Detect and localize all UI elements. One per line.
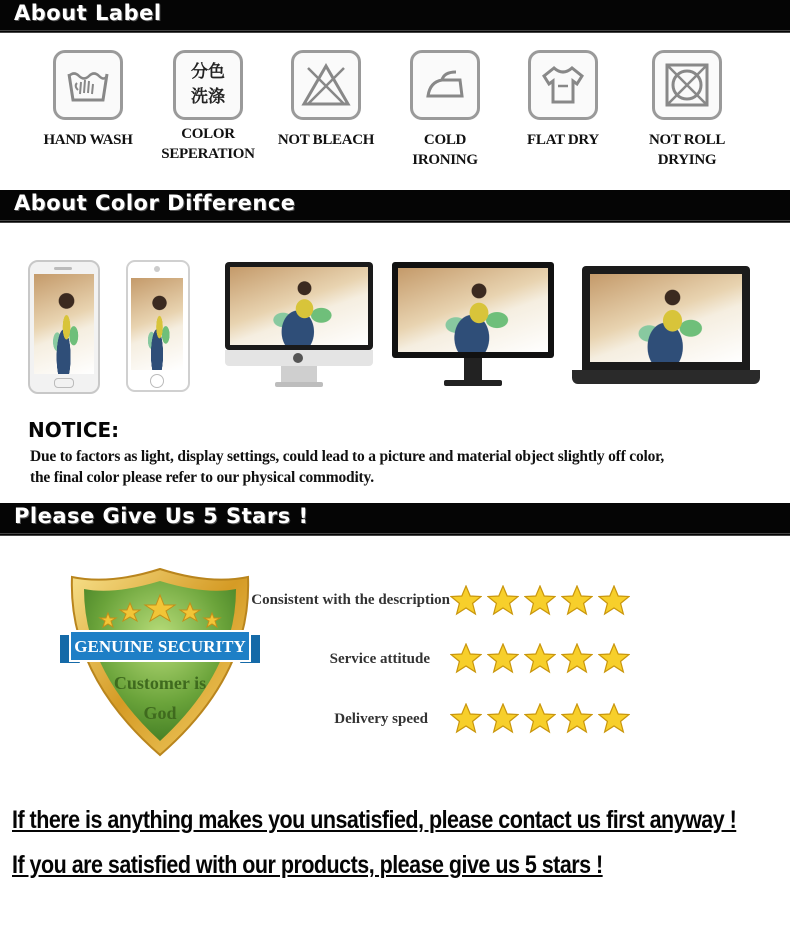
care-label: NOT BLEACH	[277, 132, 375, 148]
star-icon	[524, 703, 556, 735]
star-icon	[450, 643, 482, 675]
care-label: COLOR SEPERATION	[161, 126, 255, 162]
care-hand-wash	[33, 50, 143, 150]
badge-ribbon-text: GENUINE SECURITY	[74, 637, 246, 656]
cn-text: 分色	[191, 62, 225, 82]
phone-white-icon	[28, 260, 100, 394]
care-not-bleach	[271, 50, 381, 150]
badge-text: God	[143, 703, 177, 723]
imac-monitor-icon	[225, 262, 373, 392]
star-icon	[524, 585, 556, 617]
notice-title: NOTICE:	[28, 418, 120, 442]
star-icon	[561, 643, 593, 675]
star-icon	[561, 703, 593, 735]
rating-label: Service attitude	[329, 651, 430, 667]
care-label: NOT ROLL DRYING	[648, 132, 726, 168]
star-icon	[450, 703, 482, 735]
iron-icon	[410, 50, 480, 120]
section-title: About Color Difference	[14, 191, 296, 215]
color-separation-icon	[173, 50, 243, 120]
star-rating	[450, 643, 630, 675]
star-icon	[561, 585, 593, 617]
care-flat-dry	[508, 50, 618, 150]
notice-text: the final color please refer to our physical commodity.	[30, 469, 374, 486]
hand-wash-icon	[53, 50, 123, 120]
care-label: HAND WASH	[43, 132, 133, 148]
notice-text: Due to factors as light, display settings, could lead to a picture and material object slightly off color,	[30, 448, 665, 465]
rating-label: Consistent with the description	[251, 592, 450, 608]
care-cold-ironing	[390, 50, 500, 170]
care-label: FLAT DRY	[527, 132, 599, 148]
dell-monitor-icon	[392, 262, 554, 392]
section-title: Please Give Us 5 Stars !	[14, 504, 309, 528]
rating-label: Delivery speed	[334, 711, 428, 727]
cn-text: 洗涤	[191, 87, 225, 107]
star-icon	[487, 585, 519, 617]
section-header-stars	[0, 503, 790, 536]
star-rating	[450, 703, 630, 735]
star-icon	[598, 703, 630, 735]
laptop-icon	[572, 266, 760, 390]
section-header-color-difference	[0, 190, 790, 223]
care-color-separation	[153, 50, 263, 164]
star-rating	[450, 585, 630, 617]
section-header-about-label	[0, 0, 790, 33]
no-bleach-icon	[291, 50, 361, 120]
flat-dry-icon	[528, 50, 598, 120]
section-title: About Label	[14, 1, 162, 25]
care-label: COLD IRONING	[412, 132, 478, 168]
badge-text: Customer is	[113, 673, 207, 693]
care-not-roll-drying	[627, 50, 747, 170]
star-icon	[524, 643, 556, 675]
star-icon	[598, 585, 630, 617]
phone-iphone-icon	[126, 260, 190, 392]
star-icon	[450, 585, 482, 617]
star-icon	[598, 643, 630, 675]
star-icon	[487, 703, 519, 735]
footer-text: If there is anything makes you unsatisfied, please contact us first anyway !	[12, 806, 737, 834]
star-icon	[487, 643, 519, 675]
footer-text: If you are satisfied with our products, please give us 5 stars !	[12, 851, 603, 879]
no-tumble-dry-icon	[652, 50, 722, 120]
